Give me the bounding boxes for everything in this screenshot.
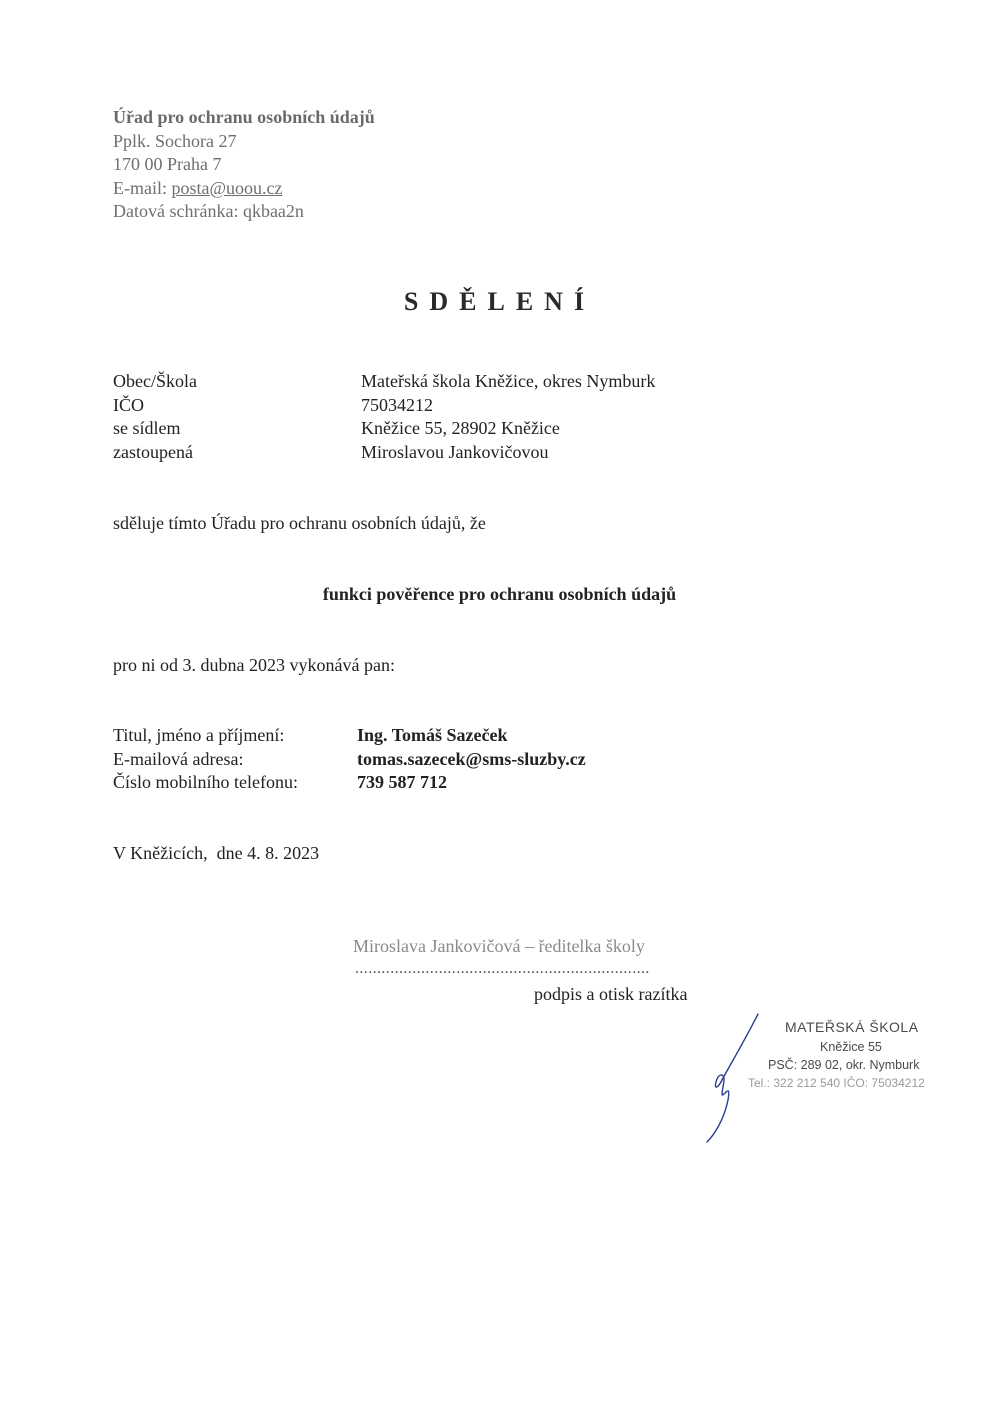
- recipient-city: 170 00 Praha 7: [113, 154, 222, 174]
- recipient-email-label: E-mail:: [113, 177, 172, 198]
- signature-caption: podpis a otisk razítka: [534, 984, 688, 1004]
- contact-label-email: E-mailová adresa:: [113, 748, 244, 769]
- stamp-line-school: MATEŘSKÁ ŠKOLA: [785, 1019, 919, 1035]
- info-value-represented: Miroslavou Jankovičovou: [361, 441, 549, 462]
- info-value-seat: Kněžice 55, 28902 Kněžice: [361, 418, 560, 438]
- recipient-email-line: [113, 177, 375, 201]
- stamp-line-address: Kněžice 55: [820, 1040, 882, 1054]
- info-value-ico: 75034212: [361, 394, 433, 415]
- contact-value-name: Ing. Tomáš Sazeček: [357, 725, 508, 745]
- function-heading: funkci pověřence pro ochranu osobních údajů: [322, 584, 677, 604]
- contact-value-email[interactable]: tomas.sazecek@sms-sluzby.cz: [357, 748, 586, 769]
- place-date: V Kněžicích, dne 4. 8. 2023: [113, 843, 320, 863]
- info-label-seat: se sídlem: [113, 418, 181, 438]
- info-label-school: Obec/Škola: [113, 371, 197, 391]
- recipient-name: Úřad pro ochranu osobních údajů: [113, 107, 375, 127]
- contact-label-phone: Číslo mobilního telefonu:: [113, 772, 298, 792]
- info-label-ico: IČO: [113, 394, 144, 415]
- recipient-block: [113, 106, 375, 224]
- document-title: SDĚLENÍ: [403, 287, 596, 316]
- recipient-databox: Datová schránka: qkbaa2n: [113, 201, 304, 221]
- recipient-street: Pplk. Sochora 27: [113, 130, 237, 151]
- contact-label-name: Titul, jméno a příjmení:: [113, 725, 285, 745]
- performed-by-text: pro ni od 3. dubna 2023 vykonává pan:: [113, 655, 395, 675]
- signer-name: Miroslava Jankovičová – ředitelka školy: [353, 936, 645, 956]
- statement-text: sděluje tímto Úřadu pro ochranu osobních údajů, že: [113, 513, 486, 533]
- info-value-school: Mateřská škola Kněžice, okres Nymburk: [361, 371, 656, 391]
- info-label-represented: zastoupená: [113, 441, 193, 462]
- signature-dotted-line: ...................................................................: [355, 960, 650, 977]
- recipient-email-link[interactable]: posta@uoou.cz: [171, 177, 283, 198]
- stamp-line-postcode: PSČ: 289 02, okr. Nymburk: [768, 1058, 920, 1072]
- contact-value-phone: 739 587 712: [357, 772, 447, 792]
- stamp-line-phone-ico: Tel.: 322 212 540 IČO: 75034212: [748, 1076, 925, 1090]
